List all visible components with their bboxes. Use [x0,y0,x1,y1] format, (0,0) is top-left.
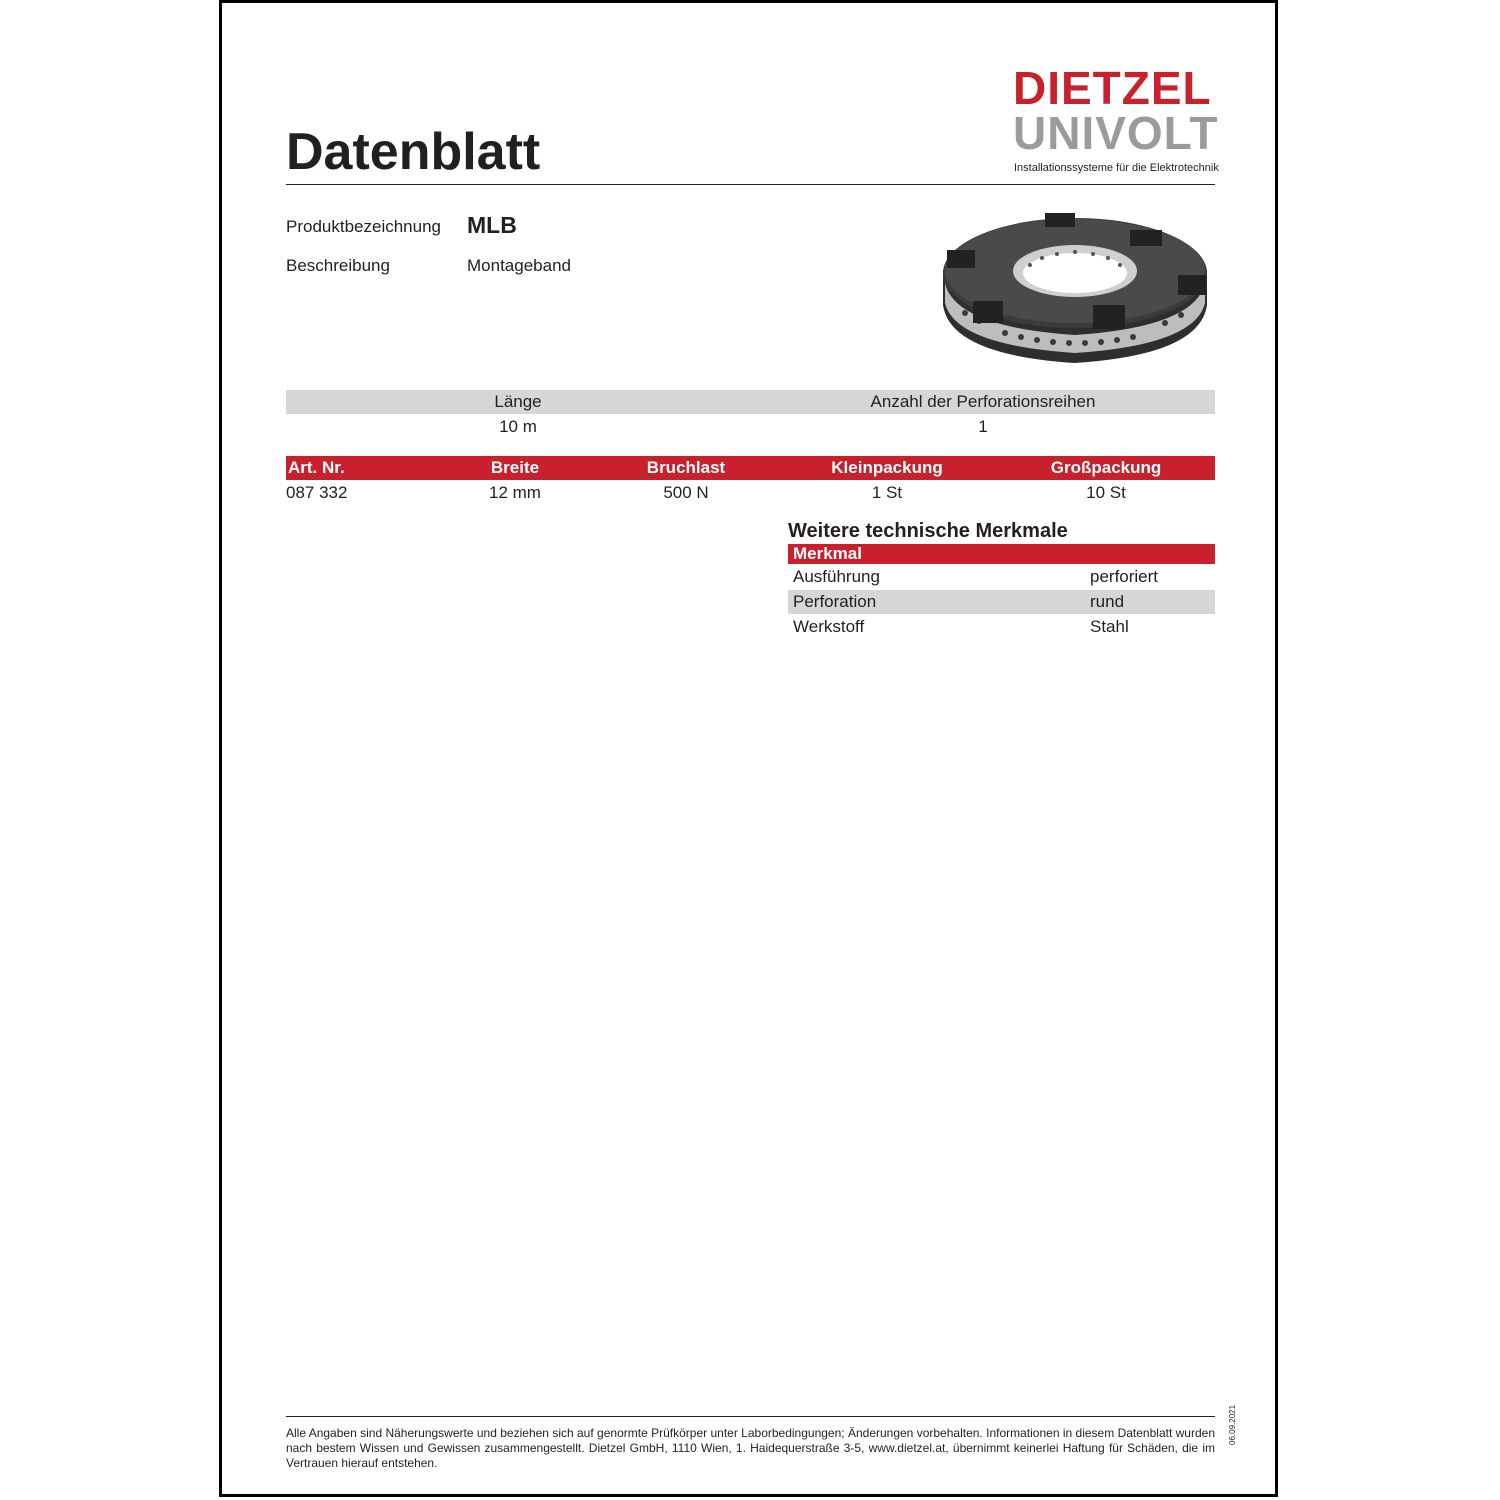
feature-value: perforiert [1090,567,1159,586]
article-header-kleinpackung: Kleinpackung [831,458,943,477]
features-title: Weitere technische Merkmale [788,520,1068,542]
logo-univolt: UNIVOLT [1013,107,1219,159]
article-header-bruchlast: Bruchlast [646,458,726,477]
table-row [788,615,1215,639]
product-image [935,205,1220,370]
feature-value: rund [1090,592,1125,611]
product-name-label: Produktbezeichnung [286,217,442,236]
spec-header-perforation-rows: Anzahl der Perforationsreihen [870,392,1096,411]
spec-table [286,390,1215,440]
features-table [788,544,1215,644]
logo-tagline: Installationssysteme für die Elektrotechnik [1014,162,1219,174]
article-art-nr: 087 332 [286,483,348,502]
article-header-row [286,456,1215,480]
spec-value-perforation-rows: 1 [978,417,988,436]
article-bruchlast: 500 N [663,483,709,502]
features-header-merkmal: Merkmal [793,544,862,563]
article-header-art-nr: Art. Nr. [288,458,345,477]
article-breite: 12 mm [489,483,541,502]
footer-divider [286,1416,1215,1417]
features-header-row [788,544,1215,564]
spec-value-row [286,415,1215,439]
article-table [286,456,1215,506]
table-row [788,565,1215,589]
footer-disclaimer: Alle Angaben sind Näherungswerte und beziehen sich auf genormte Prüfkörper unter Laborbedingungen; Änderungen vorbehalten. Informationen in diesem Datenblatt wurden nach bestem Wissen und Gewissen zusammengestellt. Dietzel GmbH, 1110 Wien, 1. Haidequerstraße 3-5, www.dietzel.at, übernimmt keinerlei Haftung für Schäden, die im Vertrauen hierauf entstehen. [286,1426,1215,1470]
table-row [788,590,1215,614]
spec-value-length: 10 m [499,417,537,436]
document-date: 06.09.2021 [1228,1404,1237,1445]
product-name: MLB [467,212,517,238]
spec-header-length: Länge [494,392,542,411]
feature-name: Perforation [793,592,877,611]
spec-header-row [286,390,1215,414]
logo-dietzel: DIETZEL [1013,62,1212,114]
table-row [286,481,1215,505]
description-value: Montageband [467,256,571,275]
article-kleinpackung: 1 St [871,483,903,502]
feature-name: Ausführung [793,567,880,586]
article-header-breite: Breite [490,458,540,477]
header-divider [286,184,1215,185]
article-header-grosspackung: Großpackung [1050,458,1162,477]
page-title: Datenblatt [286,123,541,181]
article-grosspackung: 10 St [1086,483,1126,502]
feature-value: Stahl [1090,617,1129,636]
description-label: Beschreibung [286,256,390,275]
feature-name: Werkstoff [793,617,865,636]
